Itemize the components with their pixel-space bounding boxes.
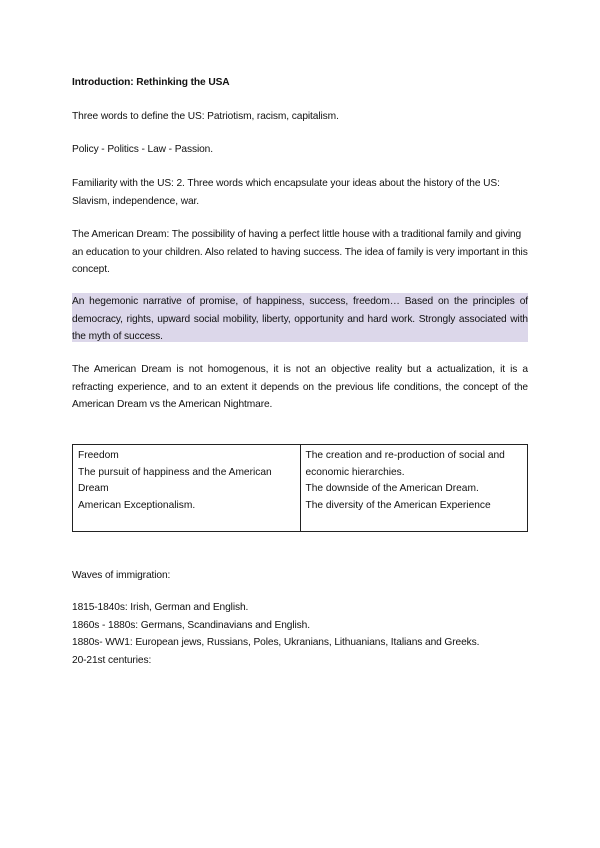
list-item: 1860s - 1880s: Germans, Scandinavians and English.: [72, 619, 310, 631]
table-cell-left: [73, 445, 301, 532]
table-cell-line: The creation and re-production of social and economic hierarchies.: [305, 450, 505, 478]
immigration-list: [72, 599, 528, 669]
table-cell-right: [300, 445, 528, 532]
document-heading: Introduction: Rethinking the USA: [72, 77, 230, 88]
table-row: [73, 445, 528, 532]
paragraph-not-homogenous: The American Dream is not homogenous, it is not an objective reality but a actualization, it is a refracting experience, and to an extent it depends on the previous life conditions, the concept of the American Dream vs the American Nightmare.: [72, 364, 528, 410]
immigration-title: Waves of immigration:: [72, 570, 171, 581]
list-item: 20-21st centuries:: [72, 654, 152, 666]
table-cell-line: The diversity of the American Experience: [305, 499, 491, 511]
list-item: 1880s- WW1: European jews, Russians, Poles, Ukranians, Lithuanians, Italians and Greeks.: [72, 637, 480, 648]
paragraph-american-dream: The American Dream: The possibility of having a perfect little house with a traditional family and giving an education to your children. Also related to having success. The idea of family is very important in this concept.: [72, 229, 528, 275]
paragraph-familiarity: Familiarity with the US: 2. Three words which encapsulate your ideas about the history of the US: Slavism, independence, war.: [72, 178, 500, 207]
table-cell-line: American Exceptionalism.: [78, 499, 196, 511]
table-cell-line: The pursuit of happiness and the American Dream: [78, 466, 272, 494]
concepts-table: [72, 444, 528, 532]
paragraph-three-words: Three words to define the US: Patriotism, racism, capitalism.: [72, 111, 339, 122]
table-cell-line: Freedom: [78, 450, 119, 461]
paragraph-policy: Policy - Politics - Law - Passion.: [72, 144, 213, 155]
paragraph-hegemonic-narrative: An hegemonic narrative of promise, of happiness, success, freedom… Based on the principles of democracy, rights, upward social mobility, liberty, opportunity and hard work. Strongly associated with the myth of success.: [72, 296, 528, 342]
list-item: 1815-1840s: Irish, German and English.: [72, 602, 249, 613]
table-cell-line: The downside of the American Dream.: [305, 483, 479, 494]
